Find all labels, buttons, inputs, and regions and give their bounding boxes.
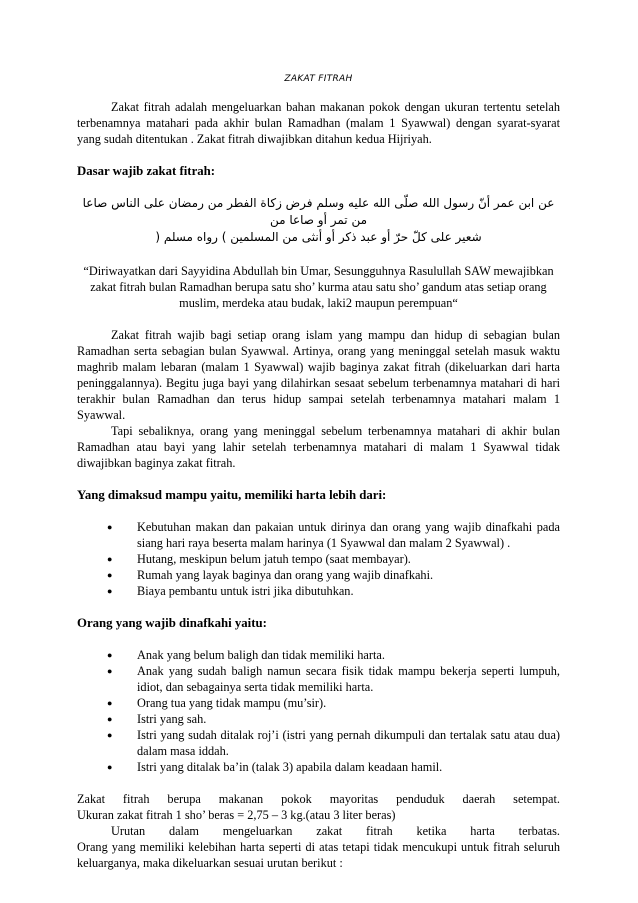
bullet-icon: ● — [107, 714, 113, 724]
intro-paragraph: Zakat fitrah adalah mengeluarkan bahan makanan pokok dengan ukuran tertentu setelah terbenamnya matahari pada akhir bulan Ramadhan (malam 1 Syawwal) dengan syarat-syarat yang sudah ditentukan . Zakat fitrah diwajibkan ditahun kedua Hijriyah. — [77, 100, 560, 146]
list-item: ● Rumah yang layak baginya dan orang yang wajib dinafkahi. — [107, 568, 434, 582]
heading-mampu: Yang dimaksud mampu yaitu, memiliki harta lebih dari: — [77, 488, 387, 502]
heading-nafkah: Orang yang wajib dinafkahi yaitu: — [77, 616, 267, 630]
page-title: ZAKAT FITRAH — [284, 74, 353, 84]
arabic-hadith-line-1: عن ابن عمر أنّ رسول الله صلّى الله عليه وسلم فرض زكاة الفطر من رمضان على الناس صاعا من تمر أو صاعا من — [82, 196, 555, 227]
bullet-icon: ● — [107, 762, 113, 772]
hadith-translation: “Diriwayatkan dari Sayyidina Abdullah bin Umar, Sesungguhnya Rasulullah SAW mewajibkan zakat fitrah bulan Ramadhan berupa satu sho’ kurma atau satu sho’ gandum atas setiap orang muslim, merdeka atau budak, laki2 maupun perempuan“ — [83, 264, 554, 310]
bullet-icon: ● — [107, 554, 113, 564]
closing-paragraph: Orang yang memiliki kelebihan harta seperti di atas tetapi tidak mencukupi untuk fitrah seluruh keluarganya, maka dikeluarkan sesuai urutan berikut : — [77, 840, 560, 870]
list-item: ● Kebutuhan makan dan pakaian untuk dirinya dan orang yang wajib dinafkahi pada siang hari raya beserta malam harinya (1 Syawwal dan malam 2 Syawwal) . — [107, 520, 560, 550]
list-nafkah — [77, 647, 560, 775]
list-item: ● Istri yang sudah ditalak roj’i (istri yang pernah dikumpuli dan tertalak satu atau dua) dalam masa iddah. — [107, 728, 560, 758]
list-item: ● Anak yang belum baligh dan tidak memiliki harta. — [107, 648, 385, 662]
list-item: ● Orang tua yang tidak mampu (mu’sir). — [107, 696, 327, 710]
bullet-icon: ● — [107, 698, 113, 708]
bullet-icon: ● — [107, 666, 113, 676]
paragraph-sebaliknya: Tapi sebaliknya, orang yang meninggal sebelum terbenamnya matahari di akhir bulan Ramadhan atau bayi yang lahir setelah terbenamnya matahari di malam 1 Syawwal tidak diwajibkan baginya zakat fitrah. — [77, 424, 560, 470]
heading-dasar: Dasar wajib zakat fitrah: — [77, 164, 216, 178]
list-item: ● Istri yang sah. — [107, 712, 207, 726]
document-body — [77, 74, 560, 871]
bullet-icon: ● — [107, 522, 113, 532]
list-item: ● Anak yang sudah baligh namun secara fisik tidak mampu bekerja seperti lumpuh, idiot, dan sebagainya serta tidak memiliki harta. — [107, 664, 560, 694]
line-zakat-berupa: Zakat fitrah berupa makanan pokok mayoritas penduduk daerah setempat. — [77, 792, 560, 806]
bullet-icon: ● — [107, 730, 113, 740]
bullet-icon: ● — [107, 650, 113, 660]
bullet-icon: ● — [107, 570, 113, 580]
paragraph-wajib: Zakat fitrah wajib bagi setiap orang islam yang mampu dan hidup di sebagian bulan Ramadhan serta sebagian bulan Syawwal. Artinya, orang yang meninggal setelah masuk waktu maghrib malam lebaran (malam 1 Syawwal) wajib baginya zakat fitrah (dikeluarkan dari harta peninggalannya). Begitu juga bayi yang dilahirkan sesaat sebelum terbenamnya matahari di hari terakhir bulan Ramadhan dan terus hidup sampai setelah terbenamnya matahari malam 1 Syawwal. — [77, 328, 560, 422]
list-item: ● Istri yang ditalak ba’in (talak 3) apabila dalam keadaan hamil. — [107, 760, 443, 774]
list-item: ● Biaya pembantu untuk istri jika dibutuhkan. — [107, 584, 354, 598]
bullet-icon: ● — [107, 586, 113, 596]
list-mampu — [77, 519, 560, 599]
list-item: ● Hutang, meskipun belum jatuh tempo (saat membayar). — [107, 552, 411, 566]
arabic-hadith-line-2: شعير على كلّ حرّ أو عبد ذكر أو أنثى من المسلمين ) رواه مسلم ( — [155, 230, 482, 244]
line-urutan: Urutan dalam mengeluarkan zakat fitrah ketika harta terbatas. — [111, 824, 560, 838]
ukuran-line: Ukuran zakat fitrah 1 sho’ beras = 2,75 – 3 kg.(atau 3 liter beras) — [77, 808, 396, 822]
